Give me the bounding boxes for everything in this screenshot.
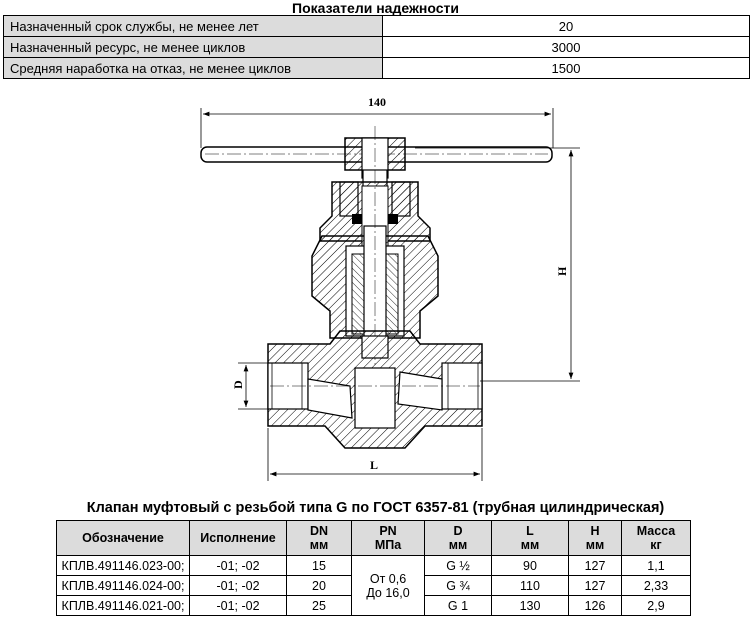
cell-l: 130 [492, 596, 569, 616]
cell-l: 110 [492, 576, 569, 596]
cell-d: G ¾ [425, 576, 492, 596]
dim-h-label: H [555, 266, 569, 276]
cell-version: -01; -02 [190, 576, 287, 596]
reliability-label: Назначенный ресурс, не менее циклов [4, 37, 383, 58]
reliability-value: 3000 [383, 37, 750, 58]
spec-title: Клапан муфтовый с резьбой типа G по ГОСТ 6357-81 (трубная цилиндрическая) [86, 500, 665, 516]
cell-mass: 1,1 [622, 556, 691, 576]
col-mass: Масса кг [622, 521, 691, 556]
col-h: H мм [569, 521, 622, 556]
cell-designation: КПЛВ.491146.023-00; [57, 556, 190, 576]
cell-h: 127 [569, 576, 622, 596]
cell-version: -01; -02 [190, 596, 287, 616]
dimension-d [231, 363, 270, 409]
reliability-value: 20 [383, 16, 750, 37]
dim-d-label: D [231, 380, 245, 389]
dim-l-label: L [370, 458, 379, 472]
cell-h: 127 [569, 556, 622, 576]
col-l: L мм [492, 521, 569, 556]
cell-designation: КПЛВ.491146.024-00; [57, 576, 190, 596]
dim-140-label: 140 [368, 95, 386, 109]
cell-dn: 25 [287, 596, 352, 616]
cell-l: 90 [492, 556, 569, 576]
cell-version: -01; -02 [190, 556, 287, 576]
spec-table [56, 520, 691, 616]
valve-drawing [0, 86, 751, 496]
cell-dn: 20 [287, 576, 352, 596]
table-header-row [57, 521, 691, 556]
reliability-label: Назначенный срок службы, не менее лет [4, 16, 383, 37]
col-designation: Обозначение [57, 521, 190, 556]
table-row [4, 58, 750, 79]
reliability-label: Средняя наработка на отказ, не менее циклов [4, 58, 383, 79]
reliability-title: Показатели надежности [292, 0, 459, 16]
reliability-table [3, 15, 750, 79]
cell-d: G 1 [425, 596, 492, 616]
cell-h: 126 [569, 596, 622, 616]
cell-dn: 15 [287, 556, 352, 576]
col-pn: PN МПа [352, 521, 425, 556]
reliability-value: 1500 [383, 58, 750, 79]
table-row [57, 556, 691, 576]
cell-mass: 2,9 [622, 596, 691, 616]
cell-d: G ½ [425, 556, 492, 576]
cell-designation: КПЛВ.491146.021-00; [57, 596, 190, 616]
cell-mass: 2,33 [622, 576, 691, 596]
table-row [4, 37, 750, 58]
col-d: D мм [425, 521, 492, 556]
col-dn: DN мм [287, 521, 352, 556]
table-row [4, 16, 750, 37]
cell-pn: От 0,6 До 16,0 [352, 556, 425, 616]
col-version: Исполнение [190, 521, 287, 556]
